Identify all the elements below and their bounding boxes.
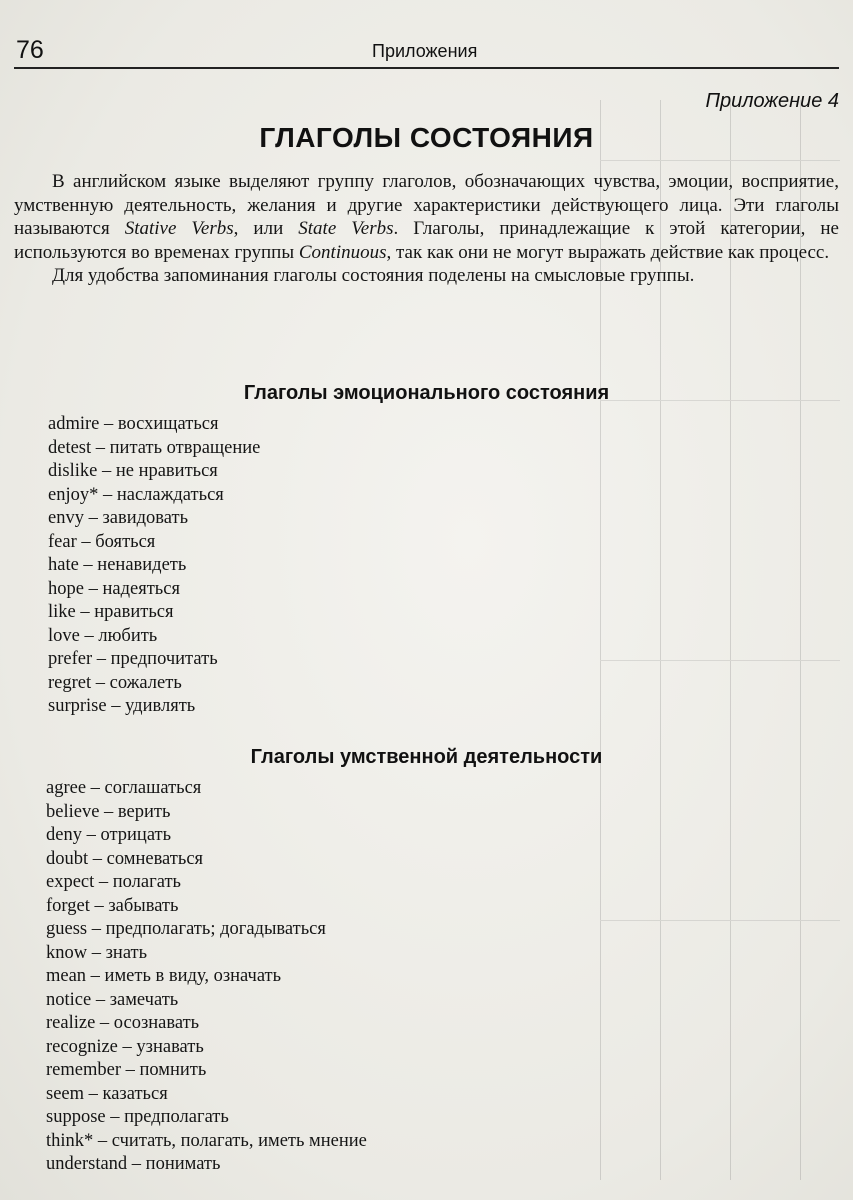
intro-text-part: В английском языке выделяют группу глаголов, обозначающих чувства, эмоции, восприятие, умственную деятельность, желания и другие характеристики действующего лица. Эти глаголы называются <box>14 171 839 239</box>
mental-verbs-list <box>46 777 367 1177</box>
list-item: envy – завидовать <box>48 508 189 528</box>
running-title: Приложения <box>372 41 478 61</box>
list-item: detest – питать отвращение <box>48 437 261 458</box>
list-item: dislike – не нравиться <box>48 461 218 481</box>
list-item: prefer – предпочитать <box>48 649 218 669</box>
list-item: enjoy* – наслаждаться <box>48 484 224 505</box>
list-item: understand – понимать <box>46 1154 221 1174</box>
list-item: regret – сожалеть <box>48 672 182 693</box>
list-item: fear – бояться <box>48 531 156 552</box>
section-heading-mental: Глаголы умственной деятельности <box>250 746 603 768</box>
section-heading-emotional: Глаголы эмоционального состояния <box>243 382 610 404</box>
intro-text-part: . Глаголы, принадлежащие к этой категории, не используются во временах группы <box>14 218 839 263</box>
intro-text-part: , так как они не могут выражать действие как процесс. <box>386 241 830 263</box>
intro-text-part: , или <box>233 218 299 239</box>
list-item: recognize – узнавать <box>46 1036 204 1057</box>
list-item: forget – забывать <box>46 895 179 916</box>
list-item: remember – помнить <box>46 1060 207 1080</box>
list-item: guess – предполагать; догадываться <box>46 919 326 939</box>
list-item: love – любить <box>48 625 158 646</box>
page-number: 76 <box>16 36 44 64</box>
list-item: hope – надеяться <box>48 578 180 599</box>
header-rule <box>14 67 839 69</box>
list-item: believe – верить <box>46 801 171 822</box>
term-state-verbs: State Verbs <box>298 218 394 239</box>
list-item: realize – осознавать <box>46 1013 200 1033</box>
emotional-verbs-list <box>48 413 260 719</box>
intro-paragraph-1 <box>14 170 839 264</box>
list-item: think* – считать, полагать, иметь мнение <box>46 1130 367 1151</box>
list-item: like – нравиться <box>48 602 174 622</box>
intro-paragraph-2: Для удобства запоминания глаголы состояния поделены на смысловые группы. <box>52 265 695 286</box>
list-item: suppose – предполагать <box>46 1107 229 1127</box>
intro-text <box>14 170 839 288</box>
list-item: mean – иметь в виду, означать <box>46 966 282 986</box>
list-item: agree – соглашаться <box>46 778 202 798</box>
appendix-label: Приложение 4 <box>705 90 839 112</box>
page-title: ГЛАГОЛЫ СОСТОЯНИЯ <box>259 122 594 153</box>
list-item: doubt – сомневаться <box>46 848 204 869</box>
list-item: hate – ненавидеть <box>48 555 187 575</box>
list-item: expect – полагать <box>46 872 181 892</box>
term-stative-verbs: Stative Verbs <box>124 218 234 239</box>
list-item: surprise – удивлять <box>48 696 196 716</box>
list-item: seem – казаться <box>46 1083 168 1104</box>
list-item: admire – восхищаться <box>48 414 219 434</box>
list-item: notice – замечать <box>46 989 179 1010</box>
term-continuous: Continuous <box>298 241 387 263</box>
list-item: deny – отрицать <box>46 825 172 845</box>
list-item: know – знать <box>46 942 148 963</box>
